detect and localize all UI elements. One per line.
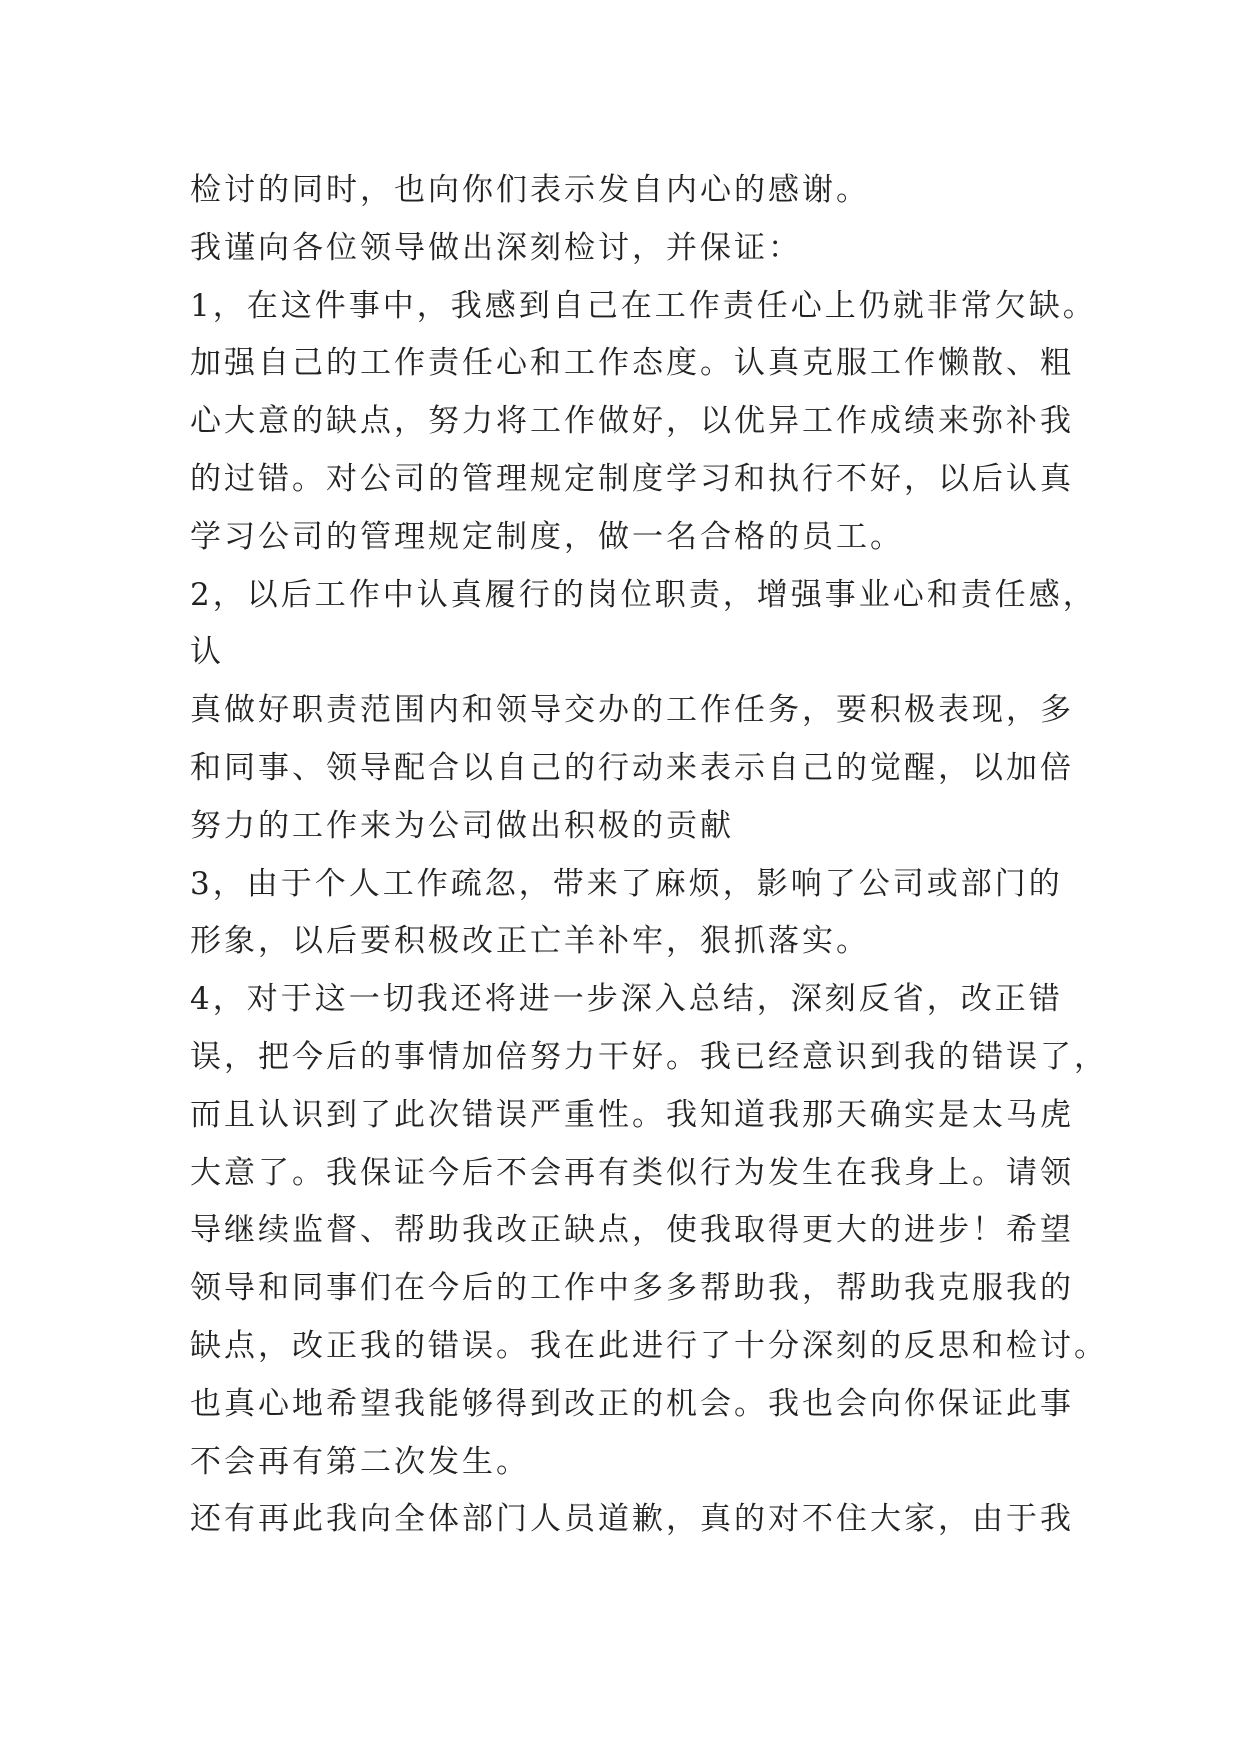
document-body — [190, 162, 1108, 1549]
text-line: 2，以后工作中认真履行的岗位职责，增强事业心和责任感， — [190, 576, 1097, 613]
text-line: 努力的工作来为公司做出积极的贡献 — [190, 807, 734, 844]
text-line: 缺点，改正我的错误。我在此进行了十分深刻的反思和检讨。 — [190, 1327, 1108, 1364]
text-line: 而且认识到了此次错误严重性。我知道我那天确实是太马虎 — [190, 1096, 1074, 1133]
text-line: 真做好职责范围内和领导交办的工作任务，要积极表现，多 — [190, 692, 1074, 729]
text-line: 认 — [190, 634, 224, 671]
text-line: 大意了。我保证今后不会再有类似行为发生在我身上。请领 — [190, 1154, 1074, 1191]
text-line: 误，把今后的事情加倍努力干好。我已经意识到我的错误了， — [190, 1038, 1108, 1075]
text-line: 加强自己的工作责任心和工作态度。认真克服工作懒散、粗 — [190, 345, 1074, 382]
text-line: 检讨的同时，也向你们表示发自内心的感谢。 — [190, 172, 870, 208]
text-line: 4，对于这一切我还将进一步深入总结，深刻反省，改正错 — [190, 981, 1063, 1018]
text-line: 形象，以后要积极改正亡羊补牢，狠抓落实。 — [190, 923, 870, 960]
text-line: 的过错。对公司的管理规定制度学习和执行不好，以后认真 — [190, 460, 1074, 497]
text-line: 导继续监督、帮助我改正缺点，使我取得更大的进步！希望 — [190, 1212, 1074, 1249]
text-line: 领导和同事们在今后的工作中多多帮助我，帮助我克服我的 — [190, 1270, 1074, 1307]
text-line: 3，由于个人工作疏忽，带来了麻烦，影响了公司或部门的 — [190, 865, 1063, 902]
text-line: 1，在这件事中，我感到自己在工作责任心上仍就非常欠缺。 — [190, 287, 1097, 324]
text-line: 也真心地希望我能够得到改正的机会。我也会向你保证此事 — [190, 1385, 1074, 1422]
text-line: 不会再有第二次发生。 — [190, 1443, 530, 1480]
text-line: 心大意的缺点，努力将工作做好，以优异工作成绩来弥补我 — [190, 403, 1074, 440]
text-line: 和同事、领导配合以自己的行动来表示自己的觉醒，以加倍 — [190, 749, 1074, 786]
text-line: 学习公司的管理规定制度，做一名合格的员工。 — [190, 518, 904, 555]
text-line: 我谨向各位领导做出深刻检讨，并保证： — [190, 229, 802, 266]
text-line: 还有再此我向全体部门人员道歉，真的对不住大家，由于我 — [190, 1501, 1074, 1538]
